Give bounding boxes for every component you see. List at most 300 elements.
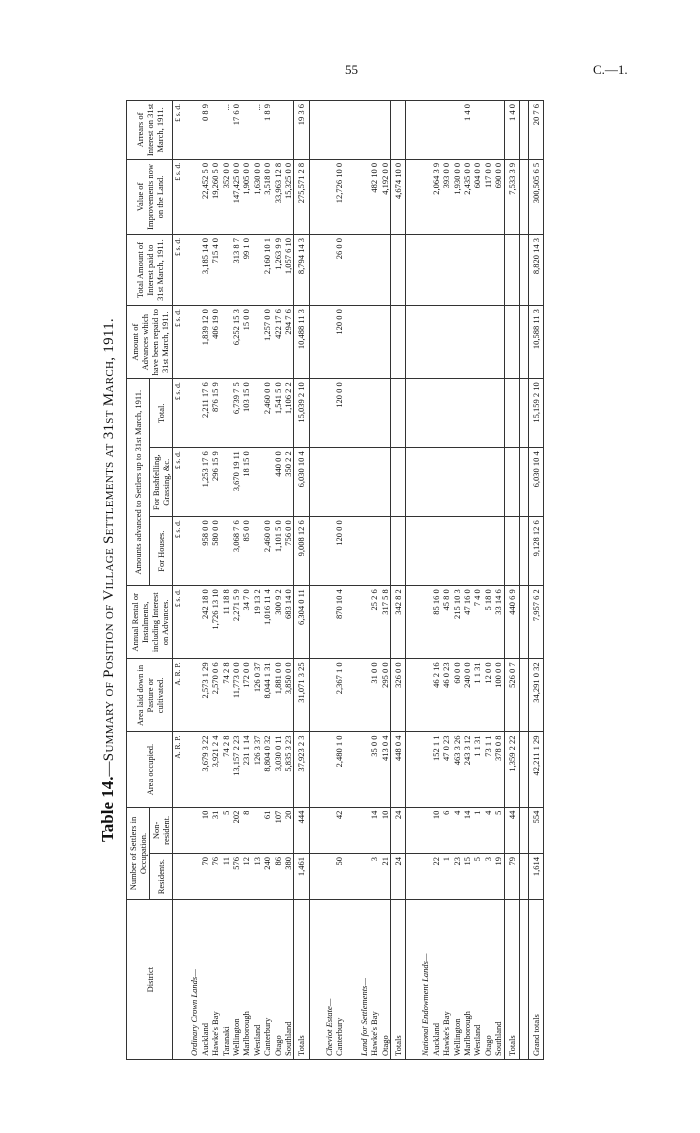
cell-area: 243 3 12 (462, 732, 472, 807)
cell-impr: 352 0 0 (221, 159, 231, 234)
district-cell: Westland (252, 900, 262, 1060)
cell-impr: 147,425 0 0 (231, 159, 241, 234)
cell-total: 103 15 0 (241, 379, 251, 448)
cell-impr: 1,930 0 0 (452, 159, 462, 234)
cell-non: 554 (528, 807, 543, 853)
unit-label: A. R. P. (173, 659, 184, 732)
cell-total: 2,460 0 0 (262, 379, 272, 448)
district-cell: Taranaki (221, 900, 231, 1060)
table-row (283, 101, 294, 1060)
cell-res: 22 (431, 854, 441, 900)
cell-bush (472, 448, 482, 517)
cell-res: 1,614 (528, 854, 543, 900)
cell-non: 10 (200, 807, 210, 853)
cell-non: 10 (380, 807, 391, 853)
cell-repaid (441, 306, 451, 379)
cell-bush (380, 448, 391, 517)
page-number: 55 (345, 62, 358, 77)
cell-area: 3,679 3 22 (200, 732, 210, 807)
cell-impr: 33,963 12 8 (273, 159, 283, 234)
cell-interest: 715 4 0 (210, 235, 220, 306)
cell-bush (441, 448, 451, 517)
cell-res: 13 (252, 854, 262, 900)
cell-impr: 117 0 0 (483, 159, 493, 234)
cell-res: 76 (210, 854, 220, 900)
cell-rental: 85 16 0 (431, 586, 441, 659)
cell-non: 107 (273, 807, 283, 853)
cell-area: 2,480 1 0 (334, 732, 344, 807)
cell-res: 3 (483, 854, 493, 900)
cell-total: 6,739 7 5 (231, 379, 241, 448)
district-cell: Wellington (452, 900, 462, 1060)
cell-non: 10 (431, 807, 441, 853)
units-row (173, 101, 184, 1060)
cell-bush: 6,030 10 4 (528, 448, 543, 517)
cell-rental: 2,271 5 9 (231, 586, 241, 659)
header-bushfelling: For Bushfelling, Grassing, &c. (150, 448, 173, 517)
cell-repaid (472, 306, 482, 379)
cell-rental: 7,957 6 2 (528, 586, 543, 659)
totals-row (294, 101, 309, 1060)
cell-rental: 11 18 8 (221, 586, 231, 659)
cell-arrears: 20 7 6 (528, 101, 543, 160)
cell-non: 8 (241, 807, 251, 853)
section-header-row (318, 101, 334, 1060)
cell-res: 1 (441, 854, 451, 900)
cell-houses (369, 517, 379, 586)
cell-houses: 2,460 0 0 (262, 517, 272, 586)
table-number: Table 14. (98, 776, 117, 843)
cell-bush (483, 448, 493, 517)
cell-arrears (283, 101, 294, 160)
cell-non: 20 (283, 807, 294, 853)
unit-label: £ s. d. (173, 448, 184, 517)
section-label: Land for Settlements— (353, 900, 369, 1060)
cell-res: 576 (231, 854, 241, 900)
settlements-table (126, 100, 544, 1060)
cell-rental: 342 8 2 (390, 586, 405, 659)
table-title (98, 100, 122, 1060)
header-settlers: Number of Settlers in Occupation. (127, 807, 150, 900)
cell-impr: 1,630 0 0 (252, 159, 262, 234)
cell-non: 1 (472, 807, 482, 853)
cell-rental: 215 10 3 (452, 586, 462, 659)
cell-laid: 326 0 0 (390, 659, 405, 732)
cell-total: 1,541 5 0 (273, 379, 283, 448)
cell-repaid: 294 7 6 (283, 306, 294, 379)
rotated-table-block (98, 100, 658, 1060)
cell-laid: 1 1 31 (472, 659, 482, 732)
cell-rental: 5 18 0 (483, 586, 493, 659)
section-label: National Endowment Lands— (414, 900, 430, 1060)
cell-arrears: 1 8 9 (262, 101, 272, 160)
cell-bush: 3,670 19 11 (231, 448, 241, 517)
cell-laid: 126 0 37 (252, 659, 262, 732)
cell-total: 15,039 2 10 (294, 379, 309, 448)
cell-arrears (334, 101, 344, 160)
cell-laid: 2,367 1 0 (334, 659, 344, 732)
cell-rental: 870 10 4 (334, 586, 344, 659)
cell-interest (493, 235, 504, 306)
cell-interest: 2,160 10 1 (262, 235, 272, 306)
cell-impr: 393 0 0 (441, 159, 451, 234)
cell-non: 202 (231, 807, 241, 853)
table-row (334, 101, 344, 1060)
cell-rental: 683 14 0 (283, 586, 294, 659)
unit-label: A. R. P. (173, 732, 184, 807)
cell-repaid (252, 306, 262, 379)
cell-houses (452, 517, 462, 586)
cell-arrears (390, 101, 405, 160)
cell-rental: 7 4 0 (472, 586, 482, 659)
cell-repaid: 120 0 0 (334, 306, 344, 379)
cell-arrears: 19 3 6 (294, 101, 309, 160)
cell-bush: 6,030 10 4 (294, 448, 309, 517)
cell-bush (221, 448, 231, 517)
header-total: Total. (150, 379, 173, 448)
cell-total: 15,159 2 10 (528, 379, 543, 448)
cell-interest (483, 235, 493, 306)
cell-houses (483, 517, 493, 586)
header-area-occupied: Area occupied. (127, 732, 173, 807)
cell-repaid: 406 19 0 (210, 306, 220, 379)
table-row (221, 101, 231, 1060)
cell-repaid: 6,252 15 3 (231, 306, 241, 379)
cell-repaid (221, 306, 231, 379)
header-houses: For Houses. (150, 517, 173, 586)
cell-rental: 1,016 11 4 (262, 586, 272, 659)
cell-rental: 1,726 13 10 (210, 586, 220, 659)
cell-bush: 1,253 17 6 (200, 448, 210, 517)
cell-res: 86 (273, 854, 283, 900)
cell-impr: 690 0 0 (493, 159, 504, 234)
cell-interest: 1,263 9 9 (273, 235, 283, 306)
cell-interest: 99 1 0 (241, 235, 251, 306)
cell-area: 413 0 4 (380, 732, 391, 807)
table-body (173, 101, 544, 1060)
cell-area: 47 0 23 (441, 732, 451, 807)
table-row (380, 101, 391, 1060)
cell-arrears: 0 8 9 (200, 101, 210, 160)
cell-arrears (210, 101, 220, 160)
cell-area: 152 1 1 (431, 732, 441, 807)
cell-area: 463 3 26 (452, 732, 462, 807)
table-row (452, 101, 462, 1060)
cell-total (390, 379, 405, 448)
cell-houses: 3,068 7 6 (231, 517, 241, 586)
cell-laid: 2,573 1 29 (200, 659, 210, 732)
table-row (472, 101, 482, 1060)
cell-houses (441, 517, 451, 586)
cell-res: 19 (493, 854, 504, 900)
cell-laid: 295 0 0 (380, 659, 391, 732)
district-cell: Grand totals (528, 900, 543, 1060)
cell-arrears (273, 101, 283, 160)
cell-area: 126 3 37 (252, 732, 262, 807)
cell-houses (493, 517, 504, 586)
cell-bush (334, 448, 344, 517)
cell-laid: 2,570 0 6 (210, 659, 220, 732)
cell-impr: 4,192 0 0 (380, 159, 391, 234)
cell-rental: 25 2 6 (369, 586, 379, 659)
document-reference: C.—1. (593, 62, 628, 77)
cell-houses: 958 0 0 (200, 517, 210, 586)
cell-res: 15 (462, 854, 472, 900)
cell-interest (462, 235, 472, 306)
district-cell: Westland (472, 900, 482, 1060)
table-row (369, 101, 379, 1060)
cell-rental: 300 9 2 (273, 586, 283, 659)
table-row (252, 101, 262, 1060)
cell-bush (431, 448, 441, 517)
district-cell: Marlborough (462, 900, 472, 1060)
cell-total (380, 379, 391, 448)
header-annual-rental: Annual Rental or Instalments, including Interest on Advances. (127, 586, 173, 659)
cell-repaid: 1,839 12 0 (200, 306, 210, 379)
table-row (241, 101, 251, 1060)
cell-impr: 15,325 0 0 (283, 159, 294, 234)
district-cell: Totals (504, 900, 519, 1060)
cell-impr: 19,260 5 0 (210, 159, 220, 234)
cell-interest (472, 235, 482, 306)
table-row (231, 101, 241, 1060)
district-cell: Wellington (231, 900, 241, 1060)
cell-area: 13,157 2 23 (231, 732, 241, 807)
table-row (493, 101, 504, 1060)
cell-repaid: 10,488 11 3 (294, 306, 309, 379)
header-area-laid: Area laid down in Pasture or cultivated. (127, 659, 173, 732)
section-header-row (183, 101, 199, 1060)
cell-houses (462, 517, 472, 586)
district-cell: Otago (483, 900, 493, 1060)
cell-interest: 313 8 7 (231, 235, 241, 306)
cell-rental: 6,304 0 11 (294, 586, 309, 659)
cell-area: 42,211 1 29 (528, 732, 543, 807)
district-cell: Southland (283, 900, 294, 1060)
cell-bush: 18 15 0 (241, 448, 251, 517)
header-non-resident: Non-resident. (150, 807, 173, 853)
cell-houses: 85 0 0 (241, 517, 251, 586)
cell-arrears (380, 101, 391, 160)
header-arrears: Arrears of Interest on 31st March, 1911. (127, 101, 173, 160)
cell-total (493, 379, 504, 448)
cell-interest: 8,794 14 3 (294, 235, 309, 306)
header-residents: Residents. (150, 854, 173, 900)
cell-houses: 580 0 0 (210, 517, 220, 586)
cell-interest: 3,185 14 0 (200, 235, 210, 306)
district-cell: Marlborough (241, 900, 251, 1060)
cell-houses (431, 517, 441, 586)
cell-arrears (452, 101, 462, 160)
district-cell: Auckland (200, 900, 210, 1060)
cell-impr: 275,571 2 8 (294, 159, 309, 234)
district-cell: Otago (273, 900, 283, 1060)
cell-impr: 22,452 5 0 (200, 159, 210, 234)
district-cell: Otago (380, 900, 391, 1060)
cell-houses: 9,008 12 6 (294, 517, 309, 586)
unit-label: £ s. d. (173, 101, 184, 160)
cell-impr: 2,064 3 9 (431, 159, 441, 234)
cell-res: 12 (241, 854, 251, 900)
cell-impr: 4,674 10 0 (390, 159, 405, 234)
cell-interest (504, 235, 519, 306)
cell-area: 8,804 0 32 (262, 732, 272, 807)
cell-non: 31 (210, 807, 220, 853)
cell-non: 5 (221, 807, 231, 853)
cell-rental: 440 6 9 (504, 586, 519, 659)
cell-total (441, 379, 451, 448)
unit-label: £ s. d. (173, 586, 184, 659)
cell-bush (252, 448, 262, 517)
cell-total (369, 379, 379, 448)
cell-area: 1,359 2 22 (504, 732, 519, 807)
table-row (462, 101, 472, 1060)
cell-res: 79 (504, 854, 519, 900)
cell-rental: 47 16 0 (462, 586, 472, 659)
cell-non: 14 (462, 807, 472, 853)
cell-laid: 74 2 8 (221, 659, 231, 732)
cell-total (504, 379, 519, 448)
cell-impr: 3,518 0 0 (262, 159, 272, 234)
cell-interest (252, 235, 262, 306)
cell-total (221, 379, 231, 448)
cell-area: 448 0 4 (390, 732, 405, 807)
cell-impr: 2,435 0 0 (462, 159, 472, 234)
cell-impr: 482 10 0 (369, 159, 379, 234)
cell-area: 378 0 8 (493, 732, 504, 807)
cell-interest (221, 235, 231, 306)
cell-interest (431, 235, 441, 306)
cell-impr: 300,505 6 5 (528, 159, 543, 234)
district-cell: Canterbury (334, 900, 344, 1060)
unit-label: £ s. d. (173, 379, 184, 448)
cell-total: 1,106 2 2 (283, 379, 294, 448)
cell-repaid: 10,588 11 3 (528, 306, 543, 379)
cell-total: 876 15 9 (210, 379, 220, 448)
cell-arrears: 1 4 0 (462, 101, 472, 160)
cell-interest (380, 235, 391, 306)
cell-impr: 604 0 0 (472, 159, 482, 234)
cell-area: 1 1 31 (472, 732, 482, 807)
header-advances: Amounts advanced to Settlers up to 31st March, 1911. (127, 379, 150, 586)
table-row (483, 101, 493, 1060)
section-header-row (353, 101, 369, 1060)
cell-laid: 100 0 0 (493, 659, 504, 732)
cell-area: 74 2 8 (221, 732, 231, 807)
cell-rental: 19 13 2 (252, 586, 262, 659)
cell-laid: 31,071 3 25 (294, 659, 309, 732)
cell-arrears (472, 101, 482, 160)
cell-houses: 756 0 0 (283, 517, 294, 586)
cell-res: 21 (380, 854, 391, 900)
cell-repaid: 1,257 0 0 (262, 306, 272, 379)
cell-rental: 317 5 8 (380, 586, 391, 659)
district-cell: Totals (294, 900, 309, 1060)
cell-repaid (493, 306, 504, 379)
cell-laid: 46 0 23 (441, 659, 451, 732)
cell-non: 444 (294, 807, 309, 853)
cell-arrears (493, 101, 504, 160)
header-district: District (127, 900, 173, 1060)
unit-label: £ s. d. (173, 235, 184, 306)
cell-bush: 440 0 0 (273, 448, 283, 517)
cell-res: 24 (390, 854, 405, 900)
cell-interest: 8,820 14 3 (528, 235, 543, 306)
cell-laid: 1,881 0 0 (273, 659, 283, 732)
cell-area: 73 1 1 (483, 732, 493, 807)
cell-repaid (390, 306, 405, 379)
cell-total (462, 379, 472, 448)
cell-non: 44 (504, 807, 519, 853)
cell-interest (452, 235, 462, 306)
table-row (210, 101, 220, 1060)
cell-area: 231 1 14 (241, 732, 251, 807)
cell-laid: 526 0 7 (504, 659, 519, 732)
cell-bush: 350 2 2 (283, 448, 294, 517)
cell-laid: 34,291 0 32 (528, 659, 543, 732)
cell-total: 120 0 0 (334, 379, 344, 448)
district-cell: Hawke's Bay (369, 900, 379, 1060)
cell-non: 24 (390, 807, 405, 853)
cell-area: 35 0 0 (369, 732, 379, 807)
table-row (262, 101, 272, 1060)
cell-bush (493, 448, 504, 517)
table-caption: —Summary of Position of Village Settlements at 31st March, 1911. (101, 318, 117, 777)
cell-interest (390, 235, 405, 306)
cell-res: 5 (472, 854, 482, 900)
cell-interest (441, 235, 451, 306)
header-repaid: Amount of Advances which have been repaid to 31st March, 1911. (127, 306, 173, 379)
district-cell: Auckland (431, 900, 441, 1060)
grand-totals-row (528, 101, 543, 1060)
cell-total (431, 379, 441, 448)
cell-res: 70 (200, 854, 210, 900)
cell-res: 23 (452, 854, 462, 900)
cell-bush (390, 448, 405, 517)
header-improvements: Value of Improvements now on the Land. (127, 159, 173, 234)
cell-repaid: 422 17 6 (273, 306, 283, 379)
cell-res: 240 (262, 854, 272, 900)
cell-houses (390, 517, 405, 586)
totals-row (504, 101, 519, 1060)
totals-row (390, 101, 405, 1060)
cell-non: 4 (452, 807, 462, 853)
cell-arrears: ... (252, 101, 262, 160)
cell-area: 5,835 3 23 (283, 732, 294, 807)
cell-laid: 11,773 0 0 (231, 659, 241, 732)
cell-non: 61 (262, 807, 272, 853)
cell-repaid (452, 306, 462, 379)
cell-rental: 242 18 0 (200, 586, 210, 659)
cell-rental: 45 8 0 (441, 586, 451, 659)
district-cell: Hawke's Bay (210, 900, 220, 1060)
cell-area: 3,030 0 11 (273, 732, 283, 807)
cell-laid: 12 0 0 (483, 659, 493, 732)
cell-interest: 26 0 0 (334, 235, 344, 306)
cell-arrears (483, 101, 493, 160)
table-row (431, 101, 441, 1060)
cell-repaid: 15 0 0 (241, 306, 251, 379)
cell-arrears (441, 101, 451, 160)
unit-label: £ s. d. (173, 306, 184, 379)
cell-houses (472, 517, 482, 586)
cell-repaid (369, 306, 379, 379)
cell-res: 1,461 (294, 854, 309, 900)
cell-arrears (431, 101, 441, 160)
cell-houses: 120 0 0 (334, 517, 344, 586)
cell-impr: 12,726 10 0 (334, 159, 344, 234)
cell-repaid (380, 306, 391, 379)
